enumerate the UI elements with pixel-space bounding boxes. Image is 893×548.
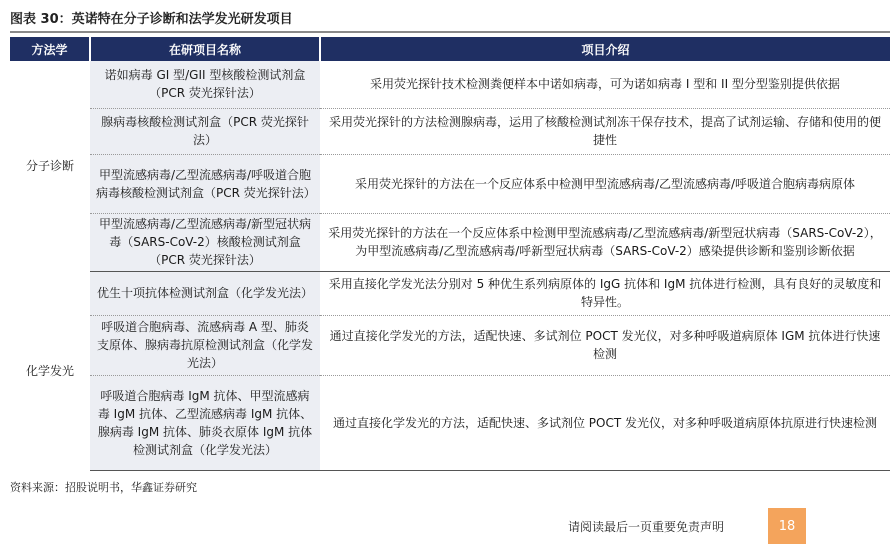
description-cell: 采用荧光探针的方法检测腺病毒，运用了核酸检测试剂冻干保存技术，提高了试剂运输、存储和使用的便捷性: [320, 108, 890, 154]
description-cell: 通过直接化学发光的方法，适配快速、多试剂位 POCT 发光仪，对多种呼吸道病原体抗原进行快速检测: [320, 375, 890, 470]
description-cell: 采用荧光探针的方法在一个反应体系中检测甲型流感病毒/乙型流感病毒/呼吸道合胞病毒病原体: [320, 154, 890, 213]
table-row: [10, 154, 890, 213]
description-cell: 通过直接化学发光的方法，适配快速、多试剂位 POCT 发光仪，对多种呼吸道病原体 IGM 抗体进行快速检测: [320, 315, 890, 375]
description-cell: 采用直接化学发光法分别对 5 种优生系列病原体的 IgG 抗体和 IgM 抗体进行检测，具有良好的灵敏度和特异性。: [320, 271, 890, 315]
figure-title: 图表 30：英诺特在分子诊断和法学发光研发项目: [10, 12, 293, 27]
project-cell: 呼吸道合胞病毒、流感病毒 A 型、肺炎支原体、腺病毒抗原检测试剂盒（化学发光法）: [90, 315, 320, 375]
source-note: 资料来源：招股说明书，华鑫证券研究: [10, 481, 197, 494]
method-cell-chemiluminescence: 化学发光: [25, 363, 74, 378]
project-cell: 甲型流感病毒/乙型流感病毒/呼吸道合胞病毒核酸检测试剂盒（PCR 荧光探针法）: [90, 154, 320, 213]
table-row: [10, 213, 890, 271]
header-description: 项目介绍: [320, 37, 890, 61]
table-row: [10, 61, 890, 108]
table-row: [10, 375, 890, 470]
page-number-badge: 18: [768, 508, 806, 544]
header-project: 在研项目名称: [90, 37, 320, 61]
project-cell: 甲型流感病毒/乙型流感病毒/新型冠状病毒（SARS-CoV-2）核酸检测试剂盒（PCR 荧光探针法）: [90, 213, 320, 271]
project-cell: 呼吸道合胞病毒 IgM 抗体、甲型流感病毒 IgM 抗体、乙型流感病毒 IgM 抗体、腺病毒 IgM 抗体、肺炎衣原体 IgM 抗体检测试剂盒（化学发光法）: [90, 375, 320, 470]
description-cell: 采用荧光探针的方法在一个反应体系中检测甲型流感病毒/乙型流感病毒/新型冠状病毒（SARS-CoV-2），为甲型流感病毒/乙型流感病毒/呼新型冠状病毒（SARS-CoV-2）感染提供诊断和鉴别诊断依据: [320, 213, 890, 271]
rd-projects-table: [10, 37, 890, 471]
table-row: [10, 271, 890, 315]
table-header-row: [10, 37, 890, 61]
project-cell: 腺病毒核酸检测试剂盒（PCR 荧光探针法）: [90, 108, 320, 154]
table-row: [10, 315, 890, 375]
method-cell-molecular: 分子诊断: [25, 159, 74, 173]
project-cell: 诺如病毒 GI 型/GII 型核酸检测试剂盒（PCR 荧光探针法）: [90, 61, 320, 108]
description-cell: 采用荧光探针技术检测粪便样本中诺如病毒，可为诺如病毒 I 型和 II 型分型鉴别提供依据: [320, 61, 890, 108]
header-method: 方法学: [10, 37, 90, 61]
project-cell: 优生十项抗体检测试剂盒（化学发光法）: [90, 271, 320, 315]
title-divider: [10, 31, 890, 33]
disclaimer-note: 请阅读最后一页重要免责声明: [568, 520, 725, 534]
table-row: [10, 108, 890, 154]
